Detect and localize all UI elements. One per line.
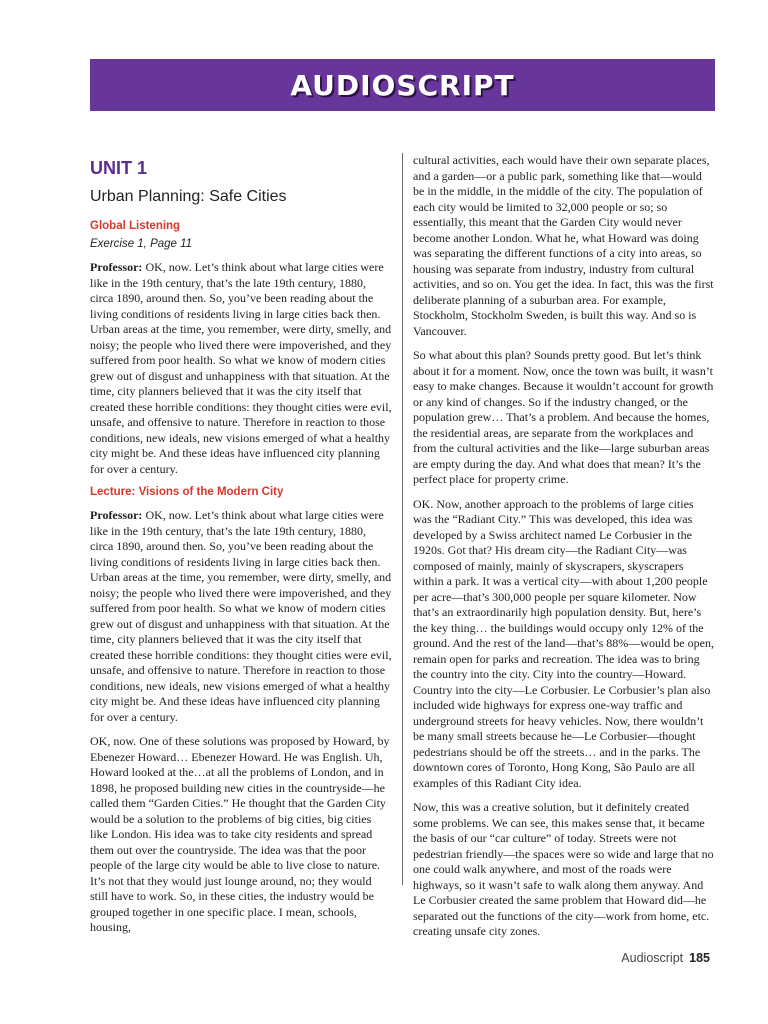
right-column — [413, 153, 715, 949]
section-global-listening: Global Listening — [90, 220, 181, 232]
paragraph-global-1 — [90, 260, 392, 477]
page-banner — [90, 59, 715, 111]
column-divider — [402, 153, 403, 885]
speaker-label: Professor: — [90, 260, 143, 274]
paragraph-right-4: Now, this was a creative solution, but it definitely created some problems. We can see, this makes sense that, it became the basis of our “car culture” of today. Streets were not pedestrian friendly—the spaces were so wide and large that no one could walk anywhere, and most of the roads were highways, so it wasn’t safe to walk along them anyway. And Le Corbusier created the same problem that Howard did—he separated out the functions of the city—work from home, etc. creating unsafe city zones. — [413, 800, 714, 938]
page-number: 185 — [689, 951, 710, 965]
paragraph-right-3: OK. Now, another approach to the problems of large cities was the “Radiant City.” This was developed, this idea was developed by a Swiss architect named Le Corbusier in the 1920s. Got that? His dream city—the Radiant City—was composed of mainly, mainly of skyscrapers, skyscrapers within a park. It was a vertical city—with about 1,200 people per acre—that’s 300,000 people per square kilometer. Now that’s an extraordinarily high population density. But, here’s the key thing… the buildings would occupy only 12% of the ground. And the rest of the land—that’s 88%—would be open, remain open for parks and recreation. The idea was to bring the country into the city. City into the country—Howard. Country into the city—Le Corbusier. Le Corbusier’s plan also included wide highways for express one-way traffic and underground streets for heavy vehicles. Now, there wouldn’t be many small streets because he—Le Corbusier—thought pedestrians should be off the streets… and in the parks. The downtown cores of Toronto, Hong Kong, São Paulo are all examples of this Radiant City idea. — [413, 496, 714, 790]
exercise-reference: Exercise 1, Page 11 — [90, 238, 193, 250]
paragraph-right-2: So what about this plan? Sounds pretty good. But let’s think about it for a moment. Now, once the town was built, it wasn’t easy to make changes. Because it wouldn’t account for growth or any kind of changes. So if the industry changed, or the population grew… That’s a problem. And because the homes, the residential areas, are separate from the workplaces and from the cultural activities and the like—large suburban areas are empty during the day. And what does that mean? It’s the perfect place for property crime. — [413, 348, 714, 486]
unit-title: Urban Planning: Safe Cities — [90, 188, 287, 205]
speaker-label: Professor: — [90, 508, 143, 522]
unit-label: UNIT 1 — [90, 158, 148, 178]
banner-title: AUDIOSCRIPT — [290, 68, 515, 102]
footer-label: Audioscript — [621, 951, 684, 965]
section-lecture: Lecture: Visions of the Modern City — [90, 486, 284, 498]
left-column — [90, 150, 392, 945]
paragraph-lecture-2: OK, now. One of these solutions was proposed by Howard, by Ebenezer Howard… Ebenezer Howard. He was English. Uh, Howard looked at the…at all the problems of London, and in 1898, he proposed building new cities in the countryside—he called them “Garden Cities.” He thought that the Garden City would be a solution to the problems of big cities, big cities like London. His idea was to take city residents and spread them out over the countryside. The idea was that the poor people of the large city would be able to live close to nature. It’s not that they would just lounge around, no; they would still have to work. So, in these cities, the industry would be grouped together in one specific place. I mean, schools, housing, — [90, 734, 390, 934]
paragraph-text: OK, now. Let’s think about what large cities were like in the 19th century, that’s the late 19th century, 1880, circa 1890, around then. So, you’ve been reading about the living conditions of residents living in large cities back then. Urban areas at the time, you remember, were dirty, smelly, and noisy; the people who lived there were impoverished, and they suffered from poor health. So what we know of modern cities grew out of disgust and unhappiness with that situation. At the time, city planners believed that it was the city itself that created these horrible conditions: they thought cities were evil, unsafe, and offensive to nature. Therefore in reaction to those conditions, new ideals, new visions emerged of what a healthy city might be. And these ideas have influenced city planning for over a century. — [90, 508, 392, 724]
paragraph-lecture-1 — [90, 508, 392, 725]
paragraph-text: OK, now. Let’s think about what large cities were like in the 19th century, that’s the late 19th century, 1880, circa 1890, around then. So, you’ve been reading about the living conditions of residents living in large cities back then. Urban areas at the time, you remember, were dirty, smelly, and noisy; the people who lived there were impoverished, and they suffered from poor health. So what we know of modern cities grew out of disgust and unhappiness with that situation. At the time, city planners believed that it was the city itself that created these horrible conditions: they thought cities were evil, unsafe, and offensive to nature. Therefore in reaction to those conditions, new ideals, new visions emerged of what a healthy city might be. And these ideas have influenced city planning for over a century. — [90, 260, 392, 476]
paragraph-right-1: cultural activities, each would have their own separate places, and a garden—or a public park, something like that—would be in the middle, in the middle of the city. The population of each city would be limited to 32,000 people or so; so essentially, this meant that the Garden City would never become another London. What he, what Howard was doing was separating the different functions of a city into areas, so housing was separate from industry, industry from cultural activities, and so on. You get the idea. In fact, this was the first deliberate planning of a suburban area. For example, Stockholm, Stockholm Sweden, is built this way. And so is Vancouver. — [413, 153, 714, 338]
page-footer — [621, 951, 710, 965]
